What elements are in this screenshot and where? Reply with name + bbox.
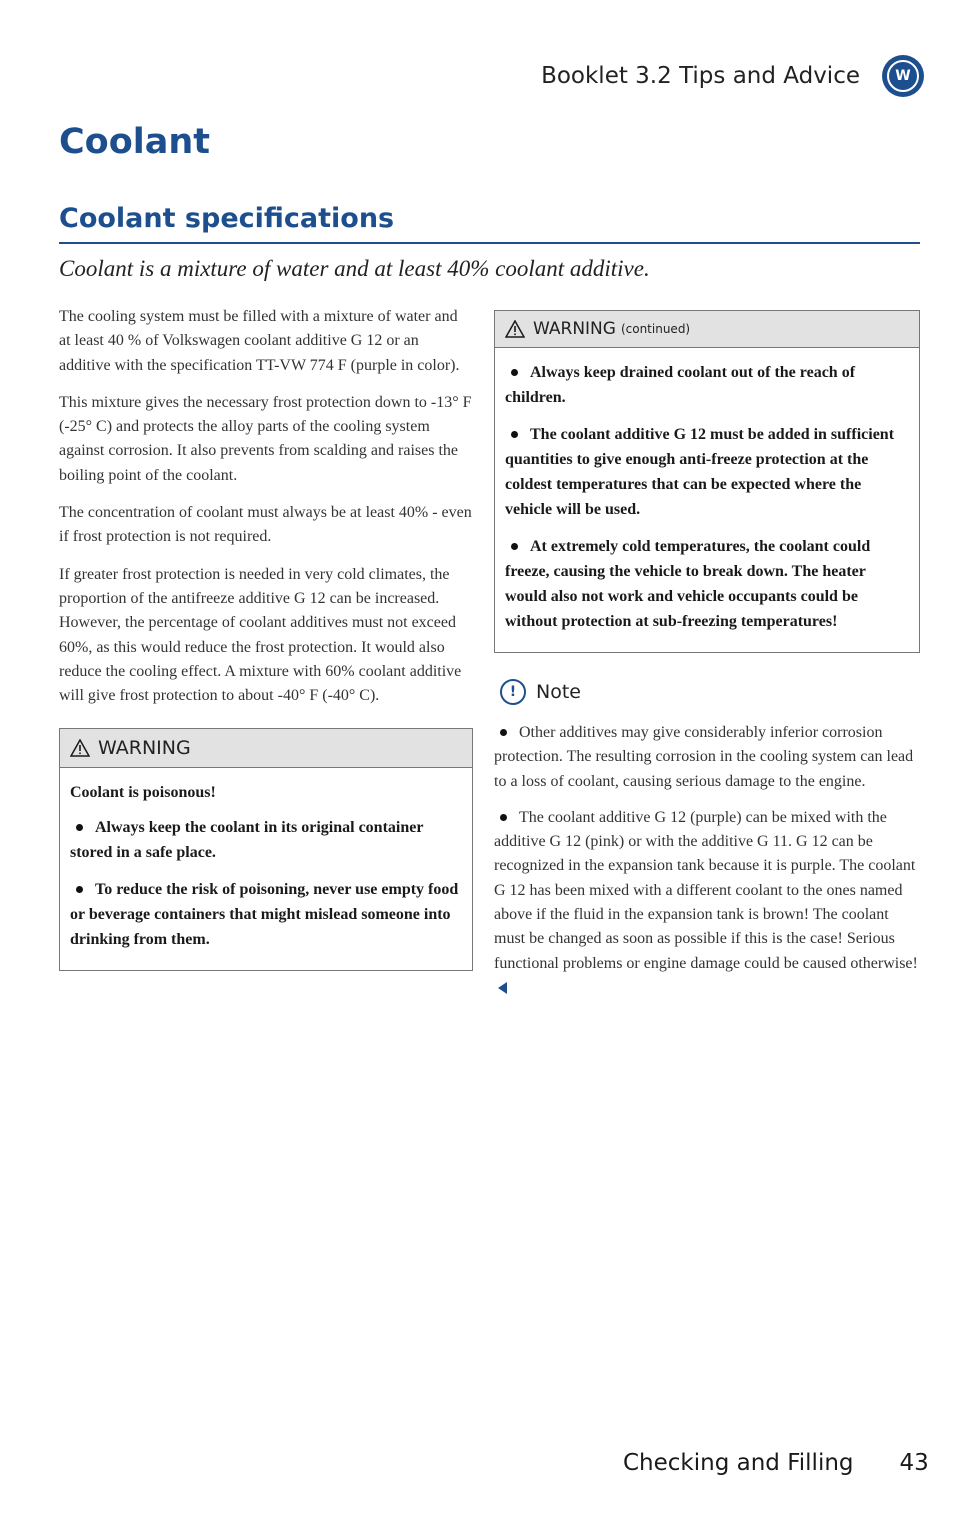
warning-header	[60, 729, 472, 768]
footer-section: Checking and Filling	[623, 1450, 854, 1476]
bullet-dot-icon	[500, 814, 507, 821]
page-title: Coolant	[59, 122, 211, 162]
warning-bullet: Always keep drained coolant out of the reach of children.	[505, 364, 856, 406]
bullet-dot-icon	[76, 886, 83, 893]
warning-intro: Coolant is poisonous!	[70, 784, 216, 802]
warning-box	[59, 728, 473, 971]
warning-continued: (continued)	[620, 322, 691, 336]
note-bullet: Other additives may give considerably inferior corrosion protection. The resulting corrosion in the cooling system can lead to a loss of coolant, causing serious damage to the engine.	[494, 724, 914, 790]
paragraph: The cooling system must be filled with a mixture of water and at least 40 % of Volkswagen coolant additive G 12 or an additive with the specification TT-VW 774 F (purple in color).	[59, 308, 460, 374]
warning-triangle-icon	[70, 739, 90, 757]
bullet-dot-icon	[511, 369, 518, 376]
warning-bullet: To reduce the risk of poisoning, never use empty food or beverage containers that might mislead someone into drinking from them.	[70, 881, 459, 949]
lead-sentence: Coolant is a mixture of water and at least 40% coolant additive.	[59, 256, 650, 281]
bullet-dot-icon	[500, 729, 507, 736]
note-header	[494, 679, 920, 705]
vw-logo-icon: W	[882, 55, 924, 97]
left-column	[59, 305, 472, 971]
warning-body	[495, 348, 919, 652]
page-number: 43	[899, 1450, 929, 1476]
warning-title: WARNING	[98, 737, 191, 760]
section-title: Coolant specifications	[59, 203, 395, 234]
warning-bullet: At extremely cold temperatures, the coolant could freeze, causing the vehicle to break down. The heater would also not work and vehicle occupants could be without protection at sub-freezing temperatures!	[505, 538, 871, 630]
bullet-dot-icon	[76, 824, 83, 831]
bullet-dot-icon	[511, 431, 518, 438]
paragraph: If greater frost protection is needed in very cold climates, the proportion of the antifreeze additive G 12 can be increased. However, the percentage of coolant additives must not exceed 60%, as this would reduce the frost protection. It would also reduce the cooling effect. A mixture with 60% coolant additive will give frost protection to about -40° F (-40° C).	[59, 565, 462, 705]
bullet-dot-icon	[511, 543, 518, 550]
note-icon: !	[500, 679, 526, 705]
warning-triangle-icon	[505, 320, 525, 338]
right-column	[494, 310, 920, 1012]
booklet-title: Booklet 3.2 Tips and Advice	[541, 63, 860, 89]
warning-bullet: Always keep the coolant in its original container stored in a safe place.	[70, 819, 424, 862]
section-divider	[59, 242, 920, 244]
warning-body	[60, 768, 472, 970]
page-header	[541, 55, 924, 97]
warning-bullet: The coolant additive G 12 must be added in sufficient quantities to give enough anti-freeze protection at the coldest temperatures that can be expected where the vehicle will be used.	[505, 426, 895, 518]
paragraph: This mixture gives the necessary frost protection down to -13° F (-25° C) and protects the alloy parts of the cooling system against corrosion. It also prevents from scalding and raises the boiling point of the coolant.	[59, 393, 472, 484]
warning-title: WARNING	[533, 319, 616, 339]
note-title: Note	[536, 681, 581, 703]
page-footer	[623, 1450, 929, 1476]
note-bullet: The coolant additive G 12 (purple) can be mixed with the additive G 12 (pink) or with the additive G 11. G 12 can be recognized in the expansion tank because it is purple. The coolant G 12 has been mixed with a different coolant to the ones named above if the fluid in the expansion tank is brown! The coolant must be changed as soon as possible if this is the case! Serious functional problems or engine damage could be caused otherwise!	[494, 806, 920, 1000]
end-arrow-icon	[498, 982, 507, 994]
warning-box-continued	[494, 310, 920, 653]
note-body	[494, 721, 920, 1000]
warning-header	[495, 311, 919, 348]
paragraph: The concentration of coolant must always be at least 40% - even if frost protection is not required.	[59, 504, 472, 546]
